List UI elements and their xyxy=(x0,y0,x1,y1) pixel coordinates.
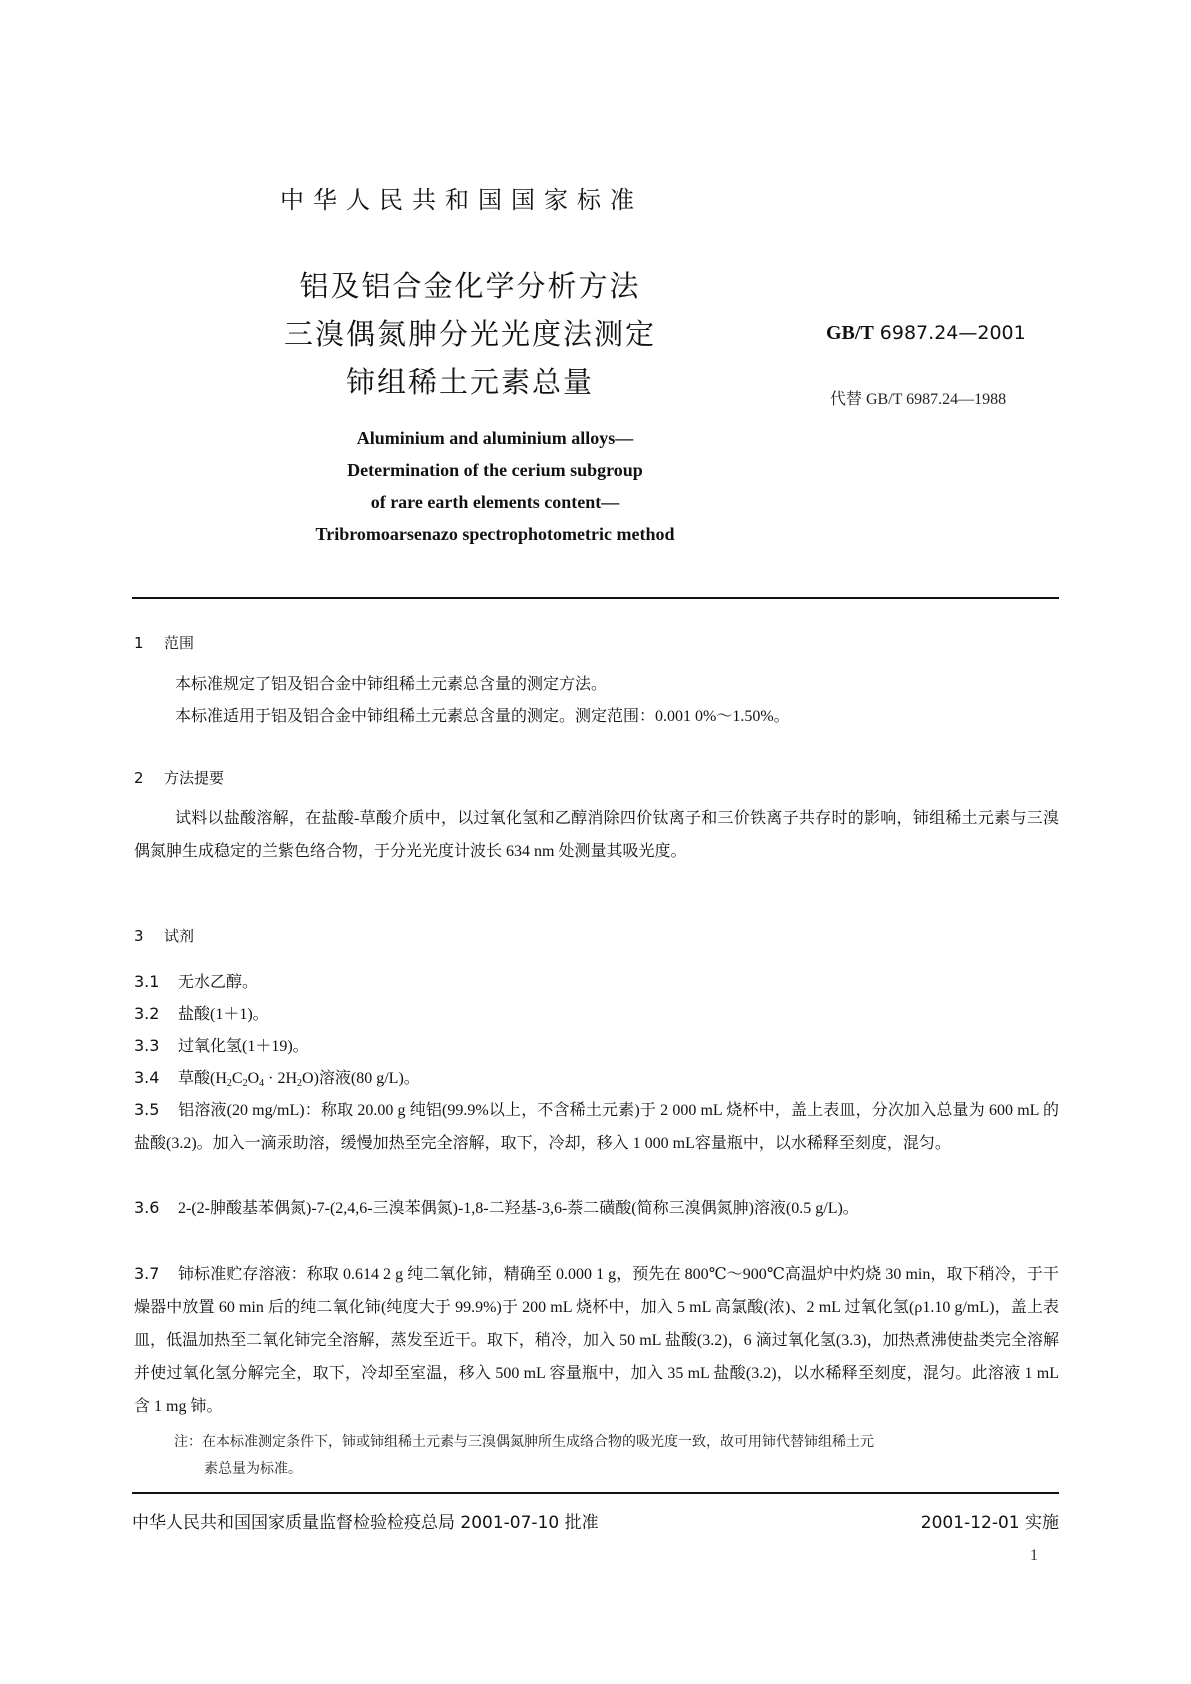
reagent-item xyxy=(134,1029,1059,1063)
section-number: 3 xyxy=(134,927,144,945)
footer-divider xyxy=(132,1492,1059,1494)
item-text: 铝溶液(20 mg/mL)：称取 20.00 g 纯铝(99.9%以上，不含稀土元素)于 2 000 mL 烧杯中，盖上表皿，分次加入总量为 600 mL 的盐酸(3.2)。加入一滴汞助溶，缓慢加热至完全溶解，取下，冷却，移入 1 000 mL容量瓶中，以水稀释至刻度，混匀。 xyxy=(134,1102,1059,1152)
title-cn-line-1: 铝及铝合金化学分析方法 xyxy=(299,269,641,303)
section-2-paragraph: 试料以盐酸溶解，在盐酸-草酸介质中，以过氧化氢和乙醇消除四价钛离子和三价铁离子共存时的影响，铈组稀土元素与三溴偶氮胂生成稳定的兰紫色络合物，于分光光度计波长 634 nm 处测量其吸光度。 xyxy=(134,810,1059,860)
formula-part: C xyxy=(231,1070,243,1087)
item-number: 3.2 xyxy=(134,1004,160,1023)
item-number: 3.7 xyxy=(134,1264,160,1283)
title-english xyxy=(270,422,720,550)
section-1-paragraph-1: 本标准规定了铝及铝合金中铈组稀土元素总含量的测定方法。 xyxy=(175,676,608,693)
section-title: 方法提要 xyxy=(164,769,225,787)
reagent-item xyxy=(134,1257,1059,1423)
reagent-item xyxy=(134,1191,1059,1225)
formula-part: · 2H xyxy=(264,1070,298,1087)
subscript: 2 xyxy=(226,1078,232,1089)
subscript: 2 xyxy=(297,1078,303,1089)
title-en-line-3: of rare earth elements content— xyxy=(370,492,620,512)
item-text: 铈标准贮存溶液：称取 0.614 2 g 纯二氧化铈，精确至 0.000 1 g，预先在 800℃～900℃高温炉中灼烧 30 min，取下稍冷，于干燥器中放置 60 min 后的纯二氧化铈(纯度大于 99.9%)于 200 mL 烧杯中，加入 5 mL 高氯酸(浓)、2 mL 过氧化氢(ρ1.10 g/mL)，盖上表皿，低温加热至二氧化铈完全溶解，蒸发至近干。取下，稍冷，加入 50 mL 盐酸(3.2)，6 滴过氧化氢(3.3)，加热煮沸使盐类完全溶解并使过氧化氢分解完全，取下，冷却至室温，移入 500 mL 容量瓶中，加入 35 mL 盐酸(3.2)，以水稀释至刻度，混匀。此溶液 1 mL 含 1 mg 铈。 xyxy=(134,1266,1059,1415)
reagent-item xyxy=(134,1061,1059,1095)
note xyxy=(174,1429,1059,1483)
section-title: 试剂 xyxy=(164,927,195,945)
title-en-line-1: Aluminium and aluminium alloys— xyxy=(356,428,634,448)
section-1-paragraph-2: 本标准适用于铝及铝合金中铈组稀土元素总含量的测定。测定范围：0.001 0%～1.50%。 xyxy=(175,708,790,725)
note-line-2: 素总量为标准。 xyxy=(204,1462,302,1477)
formula-part: 草酸(H xyxy=(178,1070,227,1087)
subscript: 2 xyxy=(242,1078,248,1089)
section-3-heading xyxy=(134,925,194,946)
standard-prefix: GB/T xyxy=(826,322,874,344)
item-text: 过氧化氢(1＋19)。 xyxy=(178,1038,309,1055)
item-number: 3.1 xyxy=(134,972,160,991)
item-number: 3.6 xyxy=(134,1198,160,1217)
implementation-date: 2001-12-01 实施 xyxy=(920,1513,1059,1533)
approval-statement: 中华人民共和国国家质量监督检验检疫总局 2001-07-10 批准 xyxy=(132,1513,599,1533)
item-text: 无水乙醇。 xyxy=(178,974,259,991)
reagent-item xyxy=(134,965,1059,999)
item-text: 2-(2-胂酸基苯偶氮)-7-(2,4,6-三溴苯偶氮)-1,8-二羟基-3,6-萘二磺酸(简称三溴偶氮胂)溶液(0.5 g/L)。 xyxy=(178,1200,859,1217)
formula-part: O)溶液(80 g/L)。 xyxy=(302,1070,420,1087)
title-cn-line-3: 铈组稀土元素总量 xyxy=(345,365,594,399)
section-number: 1 xyxy=(134,634,144,652)
item-number: 3.3 xyxy=(134,1036,160,1055)
item-text xyxy=(178,1070,420,1087)
title-en-line-2: Determination of the cerium subgroup xyxy=(347,460,643,480)
standard-number-value: 6987.24—2001 xyxy=(879,322,1026,344)
reagent-item xyxy=(134,997,1059,1031)
standard-number xyxy=(826,322,1026,345)
item-text: 盐酸(1＋1)。 xyxy=(178,1006,269,1023)
formula-part: O xyxy=(247,1070,260,1087)
title-chinese xyxy=(260,262,680,406)
section-1-heading xyxy=(134,632,194,653)
section-number: 2 xyxy=(134,769,144,787)
replaces-standard: 代替 GB/T 6987.24—1988 xyxy=(830,391,1007,408)
section-2-heading xyxy=(134,767,224,788)
item-number: 3.4 xyxy=(134,1068,160,1087)
title-en-line-4: Tribromoarsenazo spectrophotometric method xyxy=(315,524,675,544)
subscript: 4 xyxy=(259,1078,265,1089)
item-number: 3.5 xyxy=(134,1100,160,1119)
header-divider xyxy=(132,597,1059,599)
standard-type-heading: 中华人民共和国国家标准 xyxy=(280,186,643,214)
reagent-item xyxy=(134,1093,1059,1160)
section-title: 范围 xyxy=(164,634,195,652)
note-line-1: 注：在本标准测定条件下，铈或铈组稀土元素与三溴偶氮胂所生成络合物的吸光度一致，故可用铈代替铈组稀土元 xyxy=(174,1435,874,1450)
title-cn-line-2: 三溴偶氮胂分光光度法测定 xyxy=(283,317,656,351)
page-number: 1 xyxy=(1030,1547,1038,1564)
